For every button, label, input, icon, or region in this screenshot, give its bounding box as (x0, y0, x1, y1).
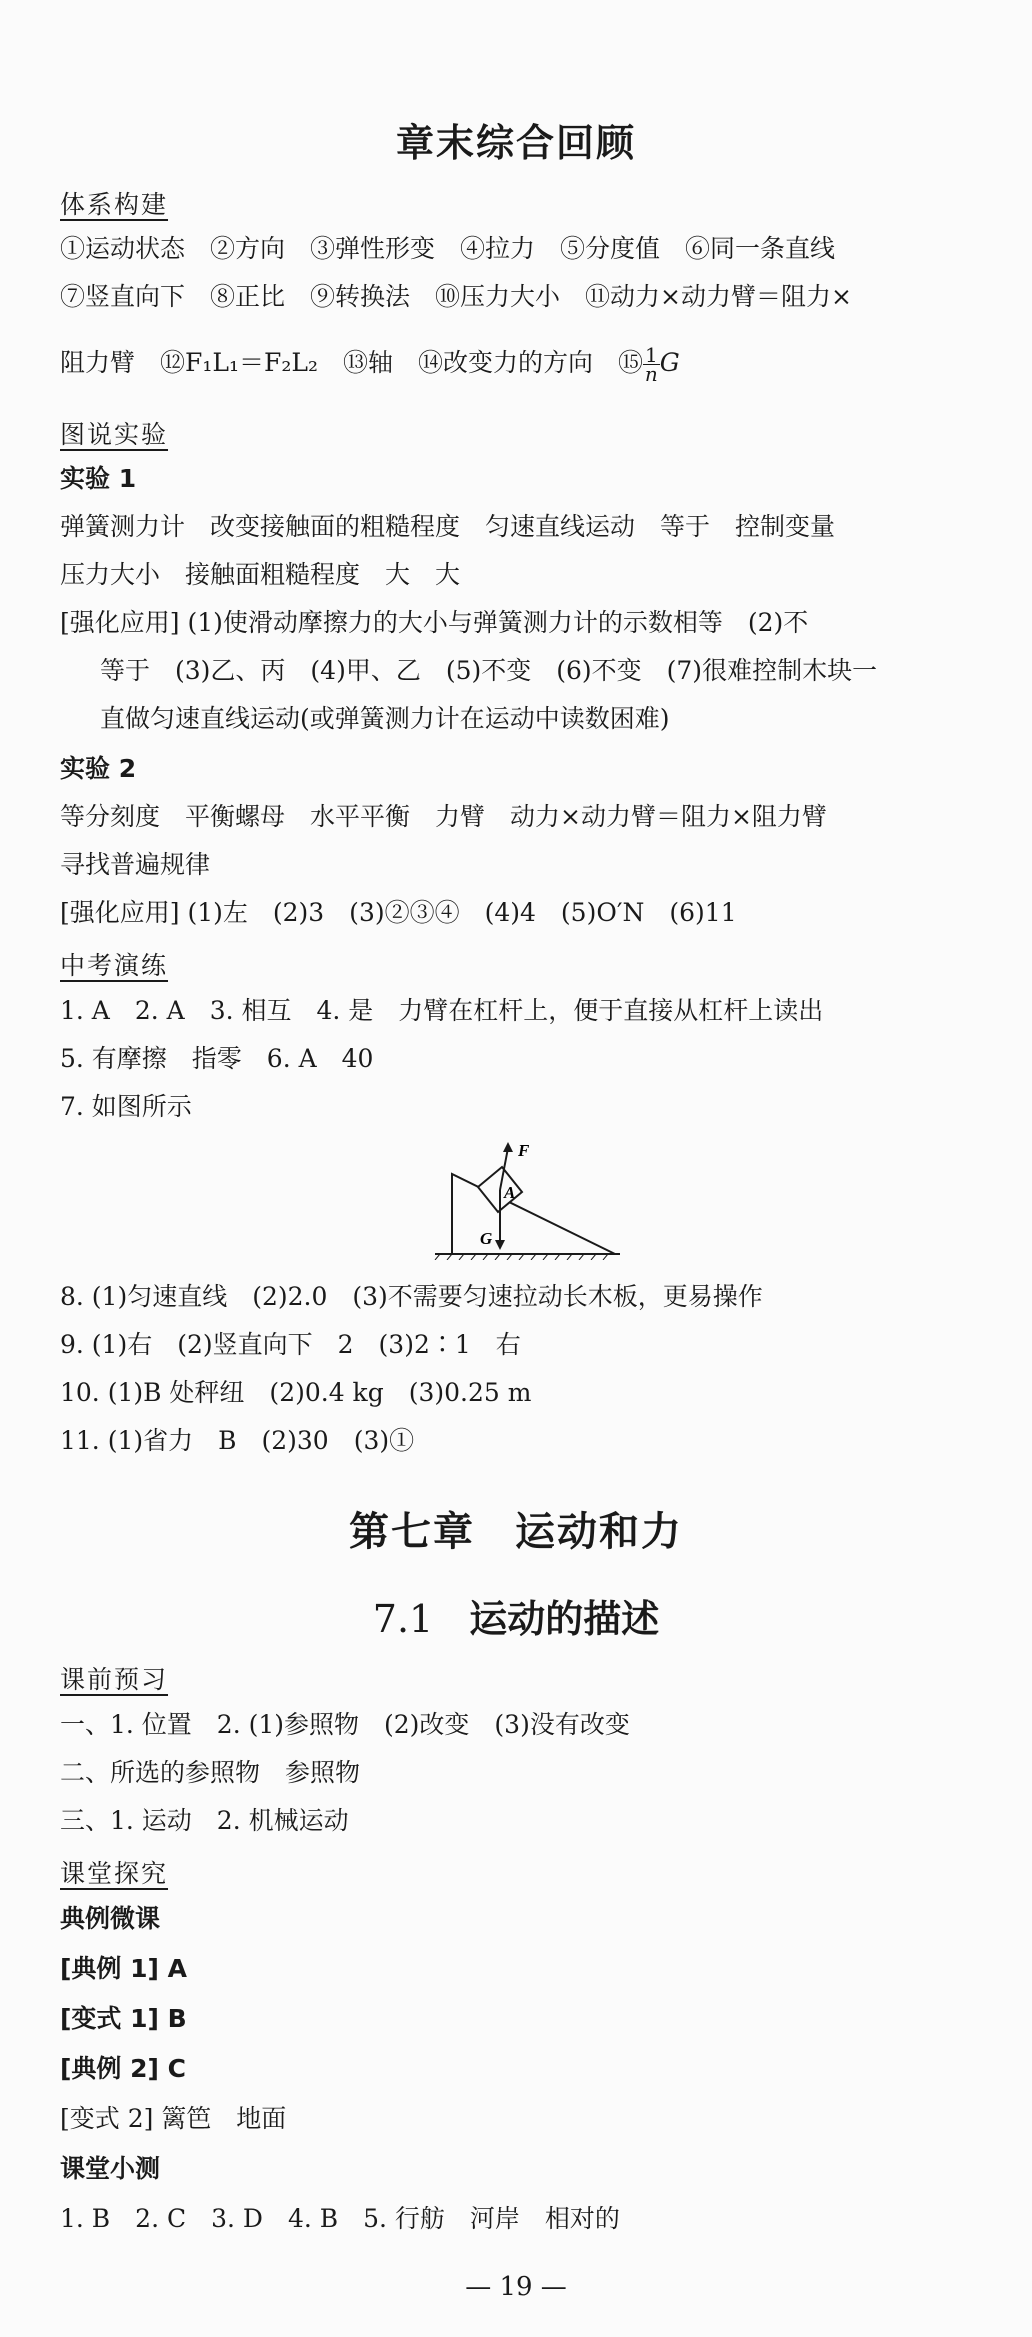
micro-line-2: [变式 1] B (60, 2004, 187, 2033)
lesson-name: 运动的描述 (469, 1597, 660, 1641)
exam-line-10: 10. (1)B 处秤纽 (2)0.4 kg (3)0.25 m (60, 1378, 532, 1407)
structure-line-2: ⑦竖直向下 ⑧正比 ⑨转换法 ⑩压力大小 ⑪动力×动力臂＝阻力× (60, 282, 852, 311)
incline-figure (430, 1140, 630, 1260)
micro-label: 典例微课 (60, 1904, 161, 1933)
fraction-numerator: 1 (645, 343, 658, 367)
section-class: 课堂探究 (60, 1859, 169, 1888)
section-structure: 体系构建 (60, 190, 169, 219)
review-title: 章末综合回顾 (395, 121, 636, 165)
exp1-apply-3: 直做匀速直线运动(或弹簧测力计在运动中读数困难) (100, 704, 670, 733)
section-exam: 中考演练 (60, 951, 169, 980)
quiz-label: 课堂小测 (60, 2154, 161, 2183)
label-a: A (504, 1183, 516, 1202)
structure-line-1: ①运动状态 ②方向 ③弹性形变 ④拉力 ⑤分度值 ⑥同一条直线 (60, 234, 836, 263)
section-experiments: 图说实验 (60, 420, 169, 449)
exam-line-11: 11. (1)省力 B (2)30 (3)① (60, 1426, 415, 1455)
exp1-apply-1: [强化应用] (1)使滑动摩擦力的大小与弹簧测力计的示数相等 (2)不 (60, 608, 809, 637)
chapter-title (0, 1500, 1032, 1557)
fraction-denominator: n (644, 362, 658, 386)
chapter-title-number: 第七章 (349, 1509, 475, 1555)
lesson-title (0, 1588, 1032, 1643)
exam-line-3: 7. 如图所示 (60, 1092, 192, 1121)
exp1-label: 实验 1 (60, 464, 137, 493)
lesson-number: 7.1 (372, 1597, 434, 1641)
structure-line-3 (60, 343, 680, 386)
exam-line-9: 9. (1)右 (2)竖直向下 2 (3)2∶1 右 (60, 1330, 521, 1359)
exam-line-1: 1. A 2. A 3. 相互 4. 是 力臂在杠杆上，便于直接从杠杆上读出 (60, 996, 824, 1025)
micro-line-4: [变式 2] 篱笆 地面 (60, 2104, 287, 2133)
section-preview: 课前预习 (60, 1665, 169, 1694)
incline (452, 1174, 615, 1254)
quiz-line: 1. B 2. C 3. D 4. B 5. 行舫 河岸 相对的 (60, 2204, 620, 2233)
exp2-label: 实验 2 (60, 754, 137, 783)
exp1-apply-2: 等于 (3)乙、丙 (4)甲、乙 (5)不变 (6)不变 (7)很难控制木块一 (100, 656, 878, 685)
structure-line-3-text: 阻力臂 ⑫F₁L₁＝F₂L₂ ⑬轴 ⑭改变力的方向 ⑮ (60, 348, 643, 377)
chapter-title-name: 运动和力 (515, 1509, 683, 1555)
exp2-line-1: 等分刻度 平衡螺母 水平平衡 力臂 动力×动力臂＝阻力×阻力臂 (60, 802, 827, 831)
exp2-apply: [强化应用] (1)左 (2)3 (3)②③④ (4)4 (5)O′N (6)11 (60, 898, 737, 927)
page-number: — 19 — (465, 2272, 567, 2302)
exp2-line-2: 寻找普遍规律 (60, 850, 211, 879)
micro-line-3: [典例 2] C (60, 2054, 187, 2083)
label-f: F (518, 1141, 530, 1160)
force-f-arrowhead (503, 1142, 513, 1152)
fraction-tail: G (659, 348, 680, 377)
preview-line-1: 一、1. 位置 2. (1)参照物 (2)改变 (3)没有改变 (60, 1710, 630, 1739)
label-g: G (480, 1229, 493, 1248)
fraction (643, 343, 660, 386)
exp1-line-1: 弹簧测力计 改变接触面的粗糙程度 匀速直线运动 等于 控制变量 (60, 512, 836, 541)
gravity-arrowhead (495, 1240, 505, 1250)
exam-line-8: 8. (1)匀速直线 (2)2.0 (3)不需要匀速拉动长木板，更易操作 (60, 1282, 763, 1311)
preview-line-2: 二、所选的参照物 参照物 (60, 1758, 361, 1787)
exam-line-2: 5. 有摩擦 指零 6. A 40 (60, 1044, 374, 1073)
preview-line-3: 三、1. 运动 2. 机械运动 (60, 1806, 349, 1835)
exp1-line-2: 压力大小 接触面粗糙程度 大 大 (60, 560, 461, 589)
micro-line-1: [典例 1] A (60, 1954, 188, 1983)
